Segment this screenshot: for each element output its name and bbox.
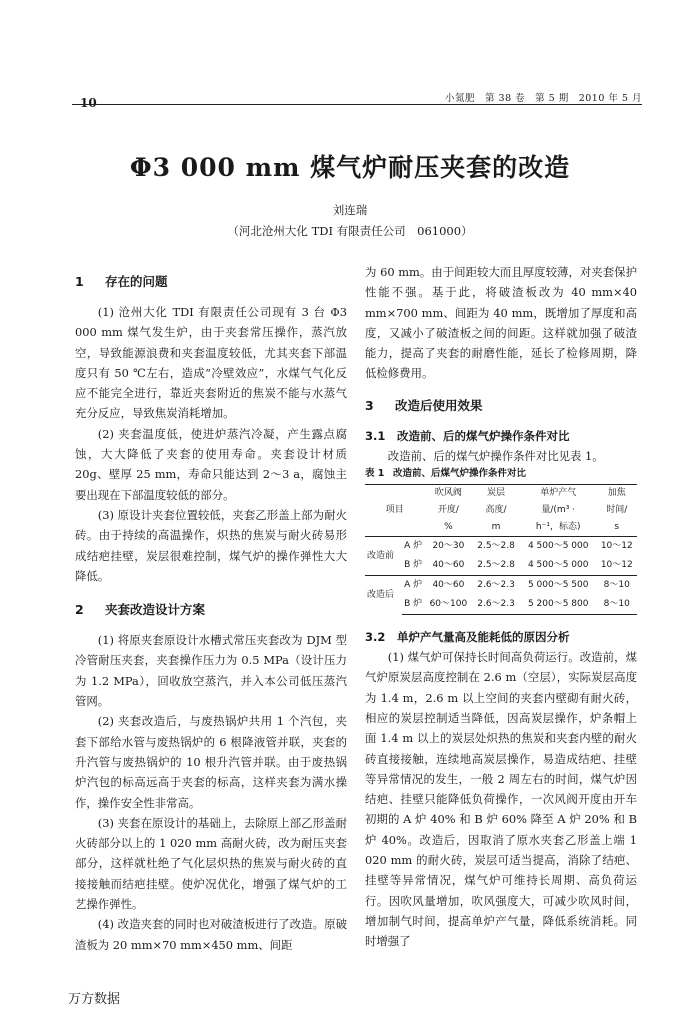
table-cell: 8～10 [597,595,637,615]
watermark: 万方数据 [68,992,121,1007]
page-number: 10 [80,96,97,110]
table-cell: 2.6～2.3 [472,595,520,615]
table-cell: 10～12 [597,537,637,557]
article-title: Φ3 000 mm 煤气炉耐压夹套的改造 [129,153,571,182]
table-header: 炭层 [472,485,520,503]
journal-header: 小氮肥 第 38 卷 第 5 期 2010 年 5 月 [445,93,642,104]
section-title: 改造后使用效果 [395,397,483,413]
paragraph: (1) 煤气炉可保持长时间高负荷运行。改造前，煤气炉原炭层高度控制在 2.6 m（空层），实际炭层高度为 1.4 m，2.6 m 以上空间的夹套内壁砌有耐火砖，相应的炭层控制适当降低，因高炭层操作，炉条帽上面 1.4 m 以上的炭层处炽热的焦炭和夹套内壁的耐火砖直接接触，连续地高炭层操作，易造成结疤、挂壁等异常情况的发生，一般 2 周左右的时间，煤气炉因结疤、挂壁只能降低负荷操作，一次风阀开度由开车初期的 A 炉 40% 和 B 炉 60% 降至 A 炉 20% 和 B 炉 40%。改造后，因取消了原水夹套乙形盖上端 1 020 mm 的耐火砖，炭层可适当提高，消除了结疤、挂壁等异常情况，煤气炉可维持长周期、高负荷运行。因吹风量增加，吹风强度大，可减少吹风时间，增加制气时间，提高单炉产气量，降低系统消耗。同时增强了 [365,650,637,949]
table-cell: 5 000～5 500 [520,576,597,596]
table-header-unit: % [444,522,453,533]
table-cell: 8～10 [597,576,637,596]
table-row [365,576,637,596]
subsection-3-1-heading [365,426,637,446]
table-row [365,556,637,576]
table-row [365,595,637,615]
left-column [75,262,347,955]
paragraph: (3) 原设计夹套位置较低，夹套乙形盖上部为耐火砖。由于持续的高温操作，炽热的焦炭与耐火砖易形成结疤挂壁，炭层很难控制，煤气炉的操作弹性大大降低。 [75,507,347,583]
subsection-title: 改造前、后的煤气炉操作条件对比 [397,428,570,443]
subsection-title: 单炉产气量高及能耗低的原因分析 [397,630,570,645]
section-number: 2 [75,602,84,618]
comparison-table [365,484,637,615]
table-title: 改造前、后煤气炉操作条件对比 [393,468,527,480]
spacer [365,615,637,627]
table-header-unit: m [491,522,501,533]
table-cell: 5 200～5 800 [520,595,597,615]
furnace-label: A 炉 [402,576,425,596]
table-cell: 4 500～5 000 [520,537,597,557]
paragraph: (1) 将原夹套原设计水槽式常压夹套改为 DJM 型冷管耐压夹套，夹套操作压力为 0.5 MPa（设计压力为 1.2 MPa），回收放空蒸汽，并入本公司低压蒸汽管网。 [75,633,347,709]
paragraph: (4) 改造夹套的同时也对破渣板进行了改造。原破渣板为 20 mm×70 mm×450 mm、间距 [75,917,347,952]
furnace-label: B 炉 [402,595,425,615]
table-header: 单炉产气 [520,485,597,503]
table-header: 高度/ [485,505,507,516]
furnace-label: B 炉 [404,560,423,571]
author: 刘连瑞 [332,203,368,217]
paragraph: 为 60 mm。由于间距较大而且厚度较薄，对夹套保护性能不强。基于此，将破渣板改为 40 mm×40 mm×700 mm、间距为 40 mm，既增加了厚度和高度，又减小了破渣板之间的间距。这样就加强了破渣能力，提高了夹套的耐磨性能，延长了检修周期，降低检修费用。 [365,265,637,381]
section-title: 存在的问题 [105,274,168,289]
table-cell: 40～60 [432,560,465,571]
table-cell: 2.5～2.8 [472,537,520,557]
table-cell: 60～100 [425,595,473,615]
table-row [365,537,637,557]
table-cell: 2.5～2.8 [477,560,515,571]
section-2-heading [75,600,347,620]
table-header-row [365,485,637,503]
header-rule [72,104,642,105]
table-cell: 2.6～2.3 [472,576,520,596]
paragraph: (3) 夹套在原设计的基础上，去除原上部乙形盖耐火砖部分以上的 1 020 mm 高耐火砖，改为耐压夹套部分，这样就杜绝了气化层炽热的焦炭与耐火砖的直接接触而结疤挂壁。使炉况优化，增强了煤气炉的工艺操作弹性。 [75,815,347,912]
section-1-heading [75,272,347,292]
section-3-heading [365,396,637,416]
section-number: 3 [365,397,374,413]
affiliation: （河北沧州大化 TDI 有限责任公司 061000） [227,224,473,238]
furnace-label: A 炉 [402,537,425,557]
table-cell: 10～12 [600,560,633,571]
subsection-3-2-heading [365,627,637,647]
table-header-unit: h⁻¹，标态) [535,522,581,533]
table-header-item: 项目 [365,485,425,537]
section-title: 夹套改造设计方案 [105,602,206,618]
paragraph: (1) 沧州大化 TDI 有限责任公司现有 3 台 Φ3 000 mm 煤气发生炉，由于夹套常压操作，蒸汽放空，导致能源浪费和夹套温度较低，尤其夹套下部温度只有 50 ℃左右，造成“冷壁效应”，水煤气气化反应不能完全进行，靠近夹套附近的焦炭不能与水蒸气充分反应，导致焦炭消耗增加。 [75,305,347,421]
table-header: 吹风阀 [425,485,473,503]
table-header-unit: s [614,522,620,533]
paragraph: (2) 夹套改造后，与废热锅炉共用 1 个汽包，夹套下部给水管与废热锅炉的 6 根降液管并联，夹套的升汽管与废热锅炉的 10 根升汽管并联。由于废热锅炉汽包的标高远高于夹套的标高，这样夹套为满水操作，操作安全性非常高。 [75,714,347,810]
group-label: 改造前 [365,537,402,576]
paragraph: 改造前、后的煤气炉操作条件对比见表 1。 [387,448,604,463]
section-number: 1 [75,274,84,289]
paragraph: (2) 夹套温度低，使进炉蒸汽冷凝，产生露点腐蚀，大大降低了夹套的使用寿命。夹套设计材质 20g、壁厚 25 mm，寿命只能达到 2～3 a，腐蚀主要出现在下部温度较低的部分。 [75,426,347,502]
table-header: 加焦 [597,485,637,503]
right-column [365,262,637,952]
subsection-number: 3.1 [365,428,386,443]
subsection-number: 3.2 [365,630,386,645]
table-cell: 4 500～5 000 [527,560,589,571]
table-number: 表 1 [365,468,385,480]
table-header: 时间/ [606,505,628,516]
table-cell: 20～30 [425,537,473,557]
table-header: 量/(m³ · [541,505,576,516]
table-caption [365,466,637,482]
table-header: 开度/ [437,505,459,516]
table-cell: 40～60 [425,576,473,596]
group-label: 改造后 [365,576,402,615]
